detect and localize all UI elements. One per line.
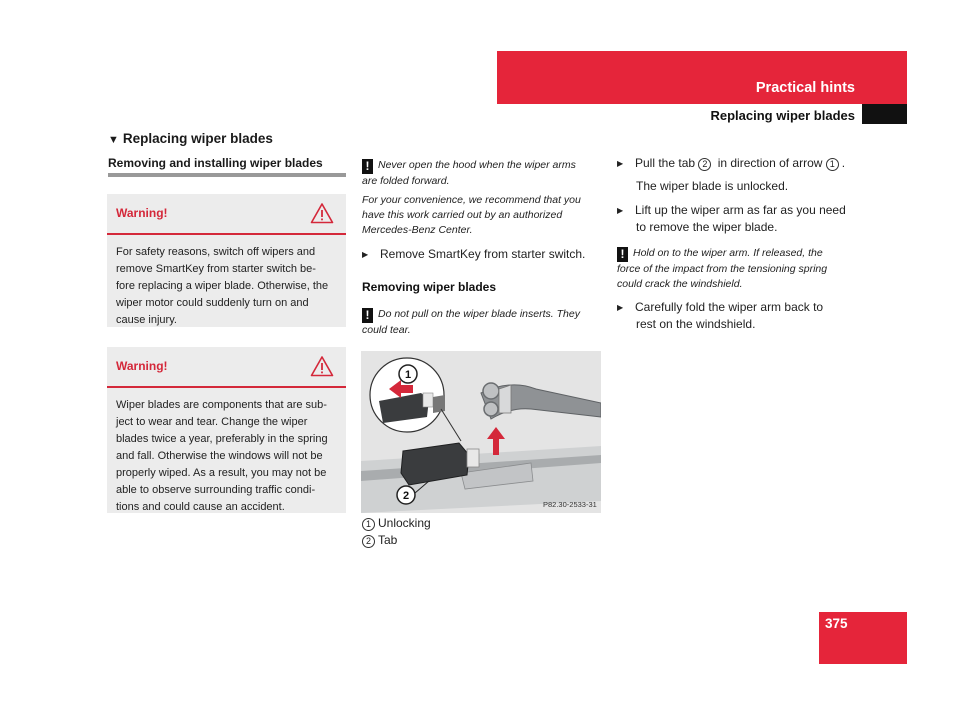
warning-line: remove SmartKey from starter switch be- xyxy=(116,263,316,275)
step-pull-tab xyxy=(617,155,867,172)
header-band xyxy=(497,51,907,104)
warning-header xyxy=(107,347,346,388)
note-line: force of the impact from the tensioning spring xyxy=(617,263,828,275)
warning-label: Warning! xyxy=(116,206,168,220)
legend-item-2 xyxy=(362,532,397,549)
removing-heading: Removing wiper blades xyxy=(362,280,497,294)
warning-line: wiper motor could suddenly turn on and xyxy=(116,297,309,309)
note-line: Hold on to the wiper arm. If released, the xyxy=(633,247,823,259)
triangle-right-icon: ▶ xyxy=(362,250,369,259)
note-line: Never open the hood when the wiper arms xyxy=(378,159,576,171)
step-text: Remove SmartKey from starter switch. xyxy=(380,247,586,261)
triangle-right-icon: ▶ xyxy=(617,206,624,215)
warning-header xyxy=(107,194,346,235)
warning-line: For safety reasons, switch off wipers and xyxy=(116,246,316,258)
warning-line: properly wiped. As a result, you may not be xyxy=(116,467,327,479)
note-line: could crack the windshield. xyxy=(617,278,743,290)
warning-line: blades twice a year, preferably in the spring xyxy=(116,433,328,445)
warning-text xyxy=(107,388,346,524)
warning-label: Warning! xyxy=(116,359,168,373)
callout-2: 2 xyxy=(402,490,410,502)
circled-number: 2 xyxy=(698,158,711,171)
caution-note-hood xyxy=(362,158,607,189)
section-heading xyxy=(108,131,273,146)
legend-item-1 xyxy=(362,515,431,532)
exclamation-icon: ! xyxy=(362,159,373,174)
warning-triangle-icon xyxy=(310,202,334,224)
caution-note-arm xyxy=(617,246,867,292)
note-line: Do not pull on the wiper blade inserts. They xyxy=(378,308,580,320)
figure-code: P82.30-2533-31 xyxy=(543,500,597,509)
warning-line: cause injury. xyxy=(116,314,177,326)
header-marker-block xyxy=(862,104,907,124)
section-running-title: Replacing wiper blades xyxy=(710,108,855,123)
step-text: to remove the wiper blade. xyxy=(636,220,778,234)
heading-rule xyxy=(108,173,346,177)
circled-number: 2 xyxy=(362,535,375,548)
convenience-note xyxy=(362,193,607,238)
note-line: could tear. xyxy=(362,324,411,336)
step-text: Pull the tab xyxy=(635,156,699,170)
exclamation-icon: ! xyxy=(617,247,628,262)
warning-line: and fall. Otherwise the windows will not be xyxy=(116,450,323,462)
warning-text xyxy=(107,235,346,337)
step-text: Carefully fold the wiper arm back to xyxy=(635,300,824,314)
subsection-heading: Removing and installing wiper blades xyxy=(108,156,323,170)
warning-box-2 xyxy=(107,347,346,513)
step-lift-arm xyxy=(617,202,867,236)
note-line: Mercedes-Benz Center. xyxy=(362,224,473,236)
step-text: in direction of arrow xyxy=(714,156,826,170)
warning-line: able to observe surrounding traffic condi- xyxy=(116,484,316,496)
note-line: For your convenience, we recommend that you xyxy=(362,194,581,206)
triangle-right-icon: ▶ xyxy=(617,159,624,168)
result-unlocked: The wiper blade is unlocked. xyxy=(636,179,789,193)
wiper-blade-figure xyxy=(361,351,601,513)
warning-triangle-icon xyxy=(310,355,334,377)
triangle-down-icon: ▼ xyxy=(108,134,119,146)
step-remove-smartkey xyxy=(362,246,585,263)
warning-line: Wiper blades are components that are sub- xyxy=(116,399,327,411)
step-fold-arm xyxy=(617,299,867,333)
exclamation-icon: ! xyxy=(362,308,373,323)
callout-1: 1 xyxy=(404,369,412,381)
chapter-title: Practical hints xyxy=(755,80,855,96)
warning-line: fore replacing a wiper blade. Otherwise, the xyxy=(116,280,329,292)
page-number: 375 xyxy=(825,616,848,631)
step-text: . xyxy=(841,156,846,170)
circled-number: 1 xyxy=(362,518,375,531)
step-text: rest on the windshield. xyxy=(636,317,756,331)
legend-text: Unlocking xyxy=(378,516,431,530)
warning-line: tions and could cause an accident. xyxy=(116,501,285,513)
wiper-illustration xyxy=(361,351,601,513)
caution-note-inserts xyxy=(362,307,607,338)
circled-number: 1 xyxy=(826,158,839,171)
warning-line: ject to wear and tear. Change the wiper xyxy=(116,416,308,428)
step-text: Lift up the wiper arm as far as you need xyxy=(635,203,846,217)
triangle-right-icon: ▶ xyxy=(617,303,624,312)
section-heading-text: Replacing wiper blades xyxy=(122,131,273,146)
note-line: have this work carried out by an authorized xyxy=(362,209,563,221)
legend-text: Tab xyxy=(378,533,398,547)
warning-box-1 xyxy=(107,194,346,327)
note-line: are folded forward. xyxy=(362,175,450,187)
